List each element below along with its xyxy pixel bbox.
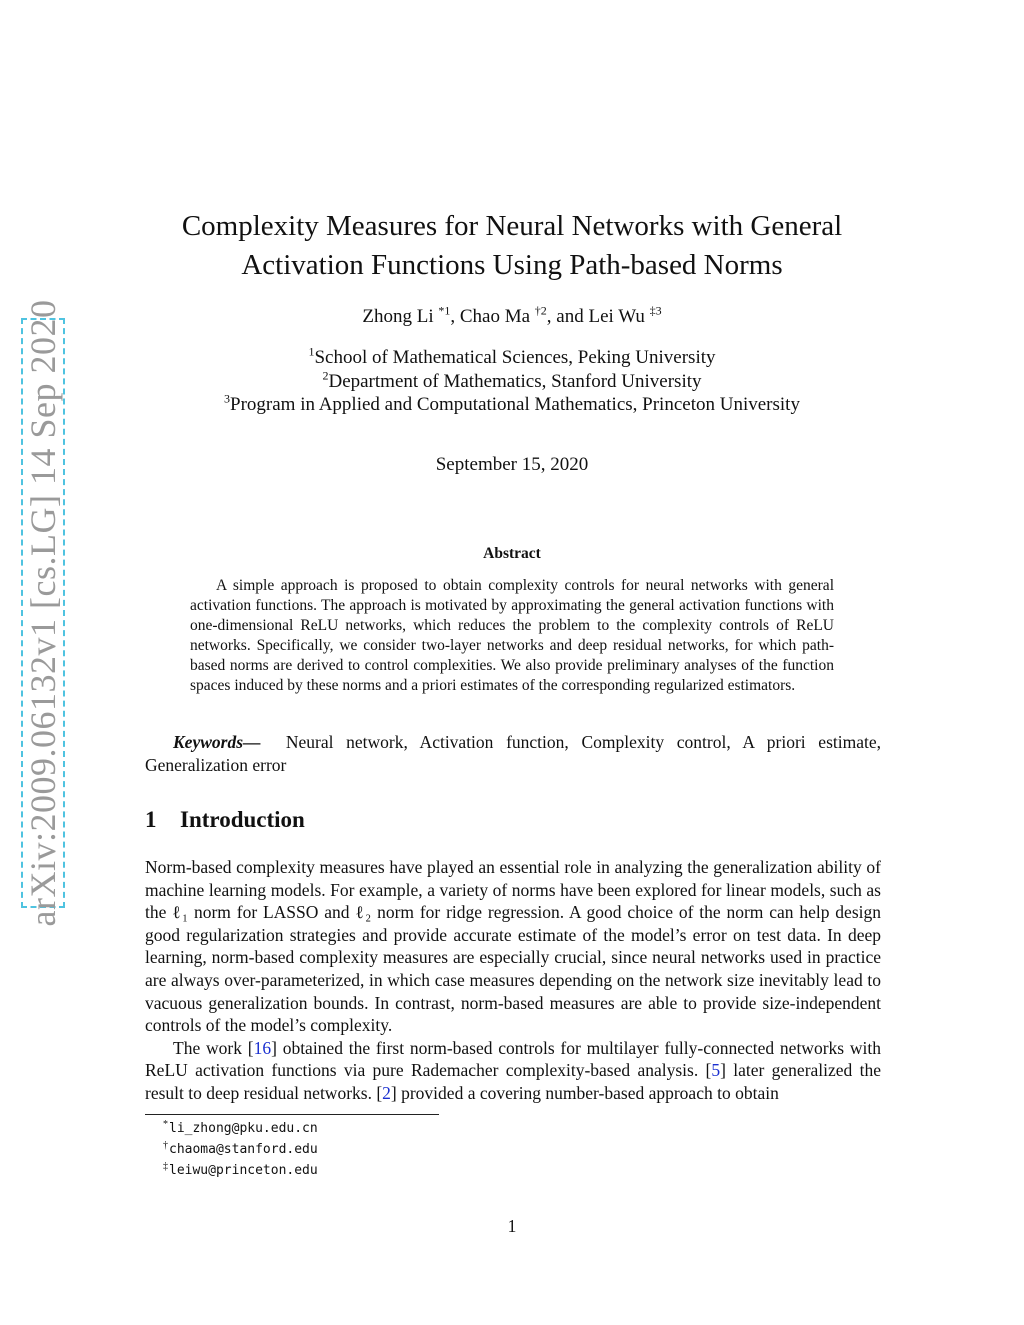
affiliations <box>140 346 884 417</box>
keywords-label: Keywords— <box>173 732 261 752</box>
section-title: Introduction <box>180 807 305 832</box>
footnote: ‡leiwu@princeton.edu <box>163 1160 318 1178</box>
introduction-body <box>145 856 881 1105</box>
paper-title <box>140 207 884 285</box>
paragraph: Norm-based complexity measures have played an essential role in analyzing the generalization ability of machine learning models. For example, a variety of norms have been explored for linear models, such as the ℓ₁ norm for LASSO and ℓ₂ norm for ridge regression. A good choice of the norm can help design good regularization strategies and provide accurate estimate of the model’s error on test data. In deep learning, norm-based complexity measures are especially crucial, since neural networks used in practice are always over-parameterized, in which case measures depending on the network size inevitably lead to vacuous generalization bounds. In contrast, norm-based measures are able to provide size-independent controls of the model’s complexity. <box>145 857 881 1036</box>
keywords-text: Neural network, Activation function, Complexity control, A priori estimate, Generalization error <box>145 732 881 775</box>
citation-link[interactable]: 5 <box>711 1060 721 1081</box>
affiliation: $^2$Department of Mathematics, Stanford University <box>322 368 702 392</box>
citation-link[interactable]: 2 <box>382 1082 391 1103</box>
arxiv-stamp-text: arXiv:2009.06132v1 [cs.LG] 14 Sep 2020 <box>23 299 63 927</box>
section-number: 1 <box>145 807 157 832</box>
citation-link[interactable]: 16 <box>253 1037 272 1058</box>
footnote: *li_zhong@pku.edu.cn <box>163 1118 318 1136</box>
footnotes <box>163 1118 318 1181</box>
arxiv-stamp <box>21 299 65 927</box>
author-list: Zhong Li $^{*1}$, Chao Ma $^{\dagger 2}$, and Lei Wu $^{\ddagger 3}$ <box>362 303 662 327</box>
abstract-heading: Abstract <box>483 545 541 562</box>
title-line-1: Complexity Measures for Neural Networks with General <box>181 210 843 242</box>
paragraph: The work [16] obtained the first norm-based controls for multilayer fully-connected networks with ReLU activation functions via pure Rademacher complexity-based analysis. [5] later generalized the result to deep residual networks. [2] provided a covering number-based approach to obtain <box>145 1037 881 1103</box>
abstract-text: A simple approach is proposed to obtain complexity controls for neural networks with general activation functions. The approach is motivated by approximating the general activation functions with one-dimensional ReLU networks, which reduces the problem to the complexity controls of ReLU networks. Specifically, we consider two-layer networks and deep residual networks, for which path-based norms are derived to control complexities. We also provide preliminary analyses of the function spaces induced by these norms and a priori estimates of the corresponding regularized estimators. <box>190 577 834 694</box>
affiliation: $^1$School of Mathematical Sciences, Peking University <box>308 344 716 368</box>
section-heading <box>145 807 305 833</box>
author-name: Lei Wu <box>588 306 650 327</box>
page-number: 1 <box>507 1216 517 1236</box>
affiliation: $^3$Program in Applied and Computational Mathematics, Princeton University <box>224 391 800 415</box>
author-name: Zhong Li <box>362 306 439 327</box>
keywords <box>145 731 881 777</box>
footnote-rule <box>145 1114 439 1115</box>
author-mark: *1 <box>438 303 451 318</box>
footnote: †chaoma@stanford.edu <box>163 1139 318 1157</box>
paper-date: September 15, 2020 <box>435 454 589 475</box>
author-mark: †2 <box>534 303 547 318</box>
title-line-2: Activation Functions Using Path-based Norms <box>241 249 783 281</box>
author-mark: ‡3 <box>649 303 662 318</box>
author-name: Chao Ma <box>459 306 535 327</box>
